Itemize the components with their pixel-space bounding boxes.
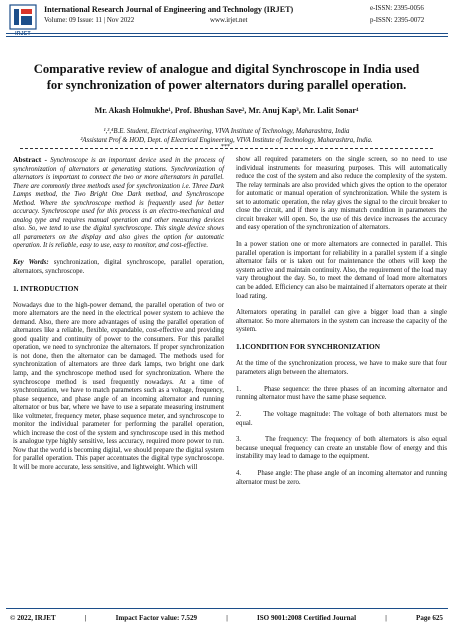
- abstract-text: Synchroscope is an important device used in the process of synchronization of alternators at generating stations. Synchronization of alternators is important to connect the two or more alternators in parallel. There are commonly three methods used for synchronization i.e. Three Dark Lamps method, the Two Bright One Dark method, and Synchroscope Method. Where the synchroscope method is frequently used for better accuracy. Synchroscope used for this process is an electro-mechanical and analog type and requires manual operation and other measuring devices also. So, we tend to use the digital synchroscope. This single device shows all parameters on the display and also gives the option for automatic operation. It is reliable, easy to use, easy to monitor, and cost-effective.: [13, 157, 224, 250]
- footer-rule: [6, 608, 448, 609]
- keywords-label: Key Words:: [13, 259, 49, 267]
- footer-impact-factor: Impact Factor value: 7.529: [115, 614, 198, 622]
- right-column: [236, 156, 447, 496]
- condition-item-phase-angle: 4. Phase angle: The phase angle of an incoming alternator and running alternator must be zero.: [236, 470, 449, 486]
- footer-copyright: © 2022, IRJET: [10, 614, 56, 622]
- header-rule-thin: [6, 36, 448, 37]
- paragraph-capacity: Alternators operating in parallel can give a bigger load than a single alternator. So more alternators in the system can increase the capacity of the system.: [236, 309, 447, 334]
- abstract-label: Abstract -: [13, 155, 48, 164]
- footer-separator: |: [226, 614, 228, 622]
- paragraph-continuation: show all required parameters on the single screen, so no need to use individual instruments for measuring purposes. This will automatically reduce the cost of the system and also reduce the complexity of the system. The relay terminals are also provided which gives the option to the operator for automatic or manual operation of synchronization. While the system is set to automatic operation, the relay gives the signal to the circuit breaker to close the circuit, and if there is any mismatch condition in parameters the circuit breaker will open. So, the use of this device increases the accuracy and easy operation of the synchronization of alternators.: [236, 156, 447, 232]
- author-list: Mr. Akash Holmukhe¹, Prof. Bhushan Save², Mr. Anuj Kap³, Mr. Lalit Sonar⁴: [94, 106, 359, 115]
- paper-title-line-2: for synchronization of power alternators during parallel operation.: [46, 77, 407, 92]
- journal-website: www.irjet.net: [210, 17, 248, 24]
- affiliation-students: ¹,³,⁴B.E. Student, Electrical engineering, VIVA Institute of Technology, Maharashtra, India: [103, 128, 350, 135]
- condition-item-frequency: 3. The frequency: The frequency of both alternators is also equal because unequal frequency can create an unstable flow of energy and this instability may lead to damage to the equipment.: [236, 436, 449, 461]
- page-footer: [10, 614, 443, 622]
- p-issn: p-ISSN: 2395-0072: [370, 17, 425, 24]
- journal-title: International Research Journal of Engineering and Technology (IRJET): [44, 5, 294, 14]
- header-rule: [6, 33, 448, 34]
- keywords-text: synchronization, digital synchroscope, parallel operation, alternators, synchroscope.: [13, 259, 224, 275]
- paragraph-parallel-operation: In a power station one or more alternators are connected in parallel. This parallel operation is important for reliability in a parallel system if a single alternator fails or is taken out for maintenance the others will keep the system active and maintain continuity. Also, the requirement of the load may vary throughout the day. So, to meet the demand of load more alternators can be added. Efficiency can also be maintained if alternators operate at their load rating.: [236, 241, 447, 300]
- paragraph-conditions-intro: At the time of the synchronization process, we have to make sure that four parameters align between the alternators.: [236, 360, 447, 376]
- keywords: [13, 259, 224, 276]
- introduction-paragraph: Nowadays due to the high-power demand, the parallel operation of two or more alternators are the need in the electrical power system to achieve the demand. Also, there are more advantages of using the parallel operation of alternators like a reliable, flexible, expandable, cost-effective and providing good quality and continuity of power to the consumers. For this parallel operation, we need to synchronize the alternators. If proper synchronization is not done, then the alternator can be damaged. The methods used for synchronization of alternators are three dark lamps, two bright one dark lamp, and the synchroscope method used for synchronization. Where the synchroscope method is used frequently nowadays. At a time of synchronization, we have to match parameters such as a voltage, frequency, phase sequence, and phase angle of an incoming alternator and running alternator or bus bar, where we have to use a separate measuring instrument like voltmeter, frequency meter, phase sequence meter, and synchroscope to monitor the individual parameter for performing the parallel operation, which increase the cost of the system and synchroscope used in this method is analogue type highly sensitive, less accuracy, required more power to run. Now that the world is becoming digital, we should prepare the digital system for parallel operation. This paper accentuates the digital type synchroscope. It will be more accurate, less sensitive, and lightweight. Which will: [13, 301, 224, 472]
- section-heading-conditions: 1.1CONDITION FOR SYNCHRONIZATION: [236, 342, 380, 352]
- affiliation-hod: ²Assistant Prof & HOD, Dept. of Electrical Engineering, VIVA Institute of Technology, Maharashtra, India.: [80, 137, 373, 144]
- logo-text: IRJET: [15, 31, 31, 37]
- paper-title-line-1: Comparative review of analogue and digital Synchroscope in India used: [33, 62, 420, 76]
- left-column: [13, 156, 224, 481]
- section-heading-introduction: 1. INTRODUCTION: [13, 283, 79, 293]
- paper-title: [10, 62, 443, 94]
- volume-issue: Volume: 09 Issue: 11 | Nov 2022: [44, 17, 135, 24]
- footer-iso: ISO 9001:2008 Certified Journal: [256, 614, 357, 622]
- abstract: [13, 156, 224, 251]
- footer-separator: |: [385, 614, 387, 622]
- separator-mark: ***: [221, 144, 230, 150]
- journal-header: [0, 0, 453, 40]
- condition-item-voltage: 2. The voltage magnitude: The voltage of both alternators must be equal.: [236, 411, 449, 427]
- footer-page-number: Page 625: [415, 614, 443, 622]
- e-issn: e-ISSN: 2395-0056: [370, 5, 424, 12]
- condition-item-phase-sequence: 1. Phase sequence: the three phases of an incoming alternator and running alternator must have the same phase sequence.: [236, 385, 449, 402]
- footer-separator: |: [84, 614, 87, 622]
